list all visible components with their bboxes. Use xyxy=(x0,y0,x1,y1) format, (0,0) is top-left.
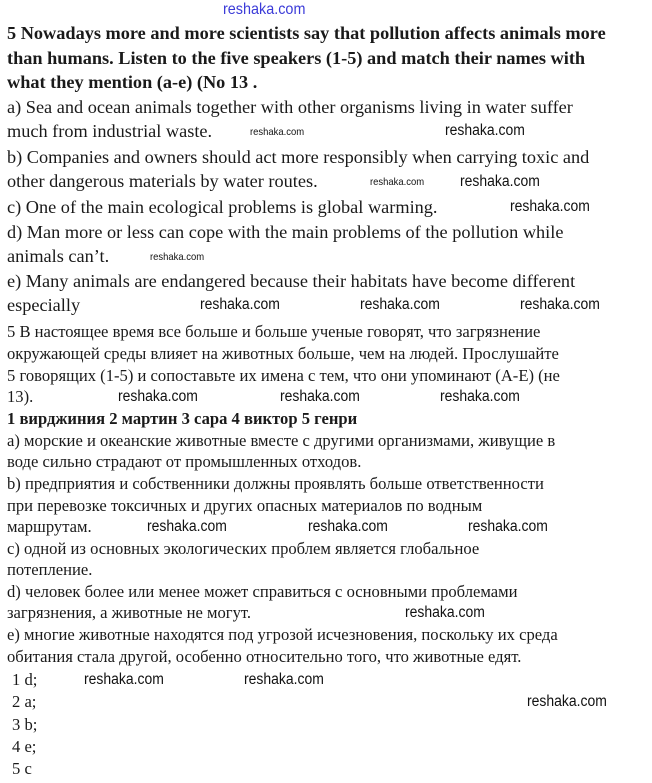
watermark: reshaka.com xyxy=(460,173,540,190)
speaker-names: 1 вирджиния 2 мартин 3 сара 4 виктор 5 генри xyxy=(7,409,358,428)
watermark: reshaka.com xyxy=(118,388,198,405)
answer-item: 5 c xyxy=(12,759,32,778)
watermark: reshaka.com xyxy=(440,388,520,405)
option-ru-d: загрязнения, а животные не могут. xyxy=(7,603,252,622)
task-en-line: than humans. Listen to the five speakers (1-5) and match their names with xyxy=(7,48,586,68)
watermark: reshaka.com xyxy=(84,671,164,688)
answer-item: 4 e; xyxy=(12,737,37,756)
task-ru-line: 5 В настоящее время все больше и больше ученые говорят, что загрязнение xyxy=(7,322,541,341)
watermark: reshaka.com xyxy=(150,251,205,263)
option-en-a: a) Sea and ocean animals together with other organisms living in water suffer xyxy=(7,97,573,117)
watermark: reshaka.com xyxy=(200,296,280,313)
task-en-line: 5 Nowadays more and more scientists say that pollution affects animals more xyxy=(7,23,606,43)
option-ru-d: d) человек более или менее может справиться с основными проблемами xyxy=(7,582,518,601)
option-ru-c: потепление. xyxy=(7,560,93,579)
option-en-e: especially xyxy=(7,295,81,315)
task-en-line: what they mention (a-e) (No 13 . xyxy=(7,72,258,92)
answer-item: 3 b; xyxy=(12,715,38,734)
task-ru-line: окружающей среды влияет на животных больше, чем на людей. Прослушайте xyxy=(7,344,559,363)
watermark: reshaka.com xyxy=(244,671,324,688)
option-ru-b: при перевозке токсичных и других опасных материалов по водным xyxy=(7,496,483,515)
option-ru-c: c) одной из основных экологических проблем является глобальное xyxy=(7,539,480,558)
option-en-a: much from industrial waste. xyxy=(7,121,213,141)
watermark: reshaka.com xyxy=(405,604,485,621)
watermark: reshaka.com xyxy=(280,388,360,405)
option-en-c: c) One of the main ecological problems is global warming. xyxy=(7,197,438,217)
watermark: reshaka.com xyxy=(527,693,607,710)
task-ru-line: 5 говорящих (1-5) и сопоставьте их имена с тем, что они упоминают (А-Е) (не xyxy=(7,366,560,385)
watermark: reshaka.com xyxy=(250,126,305,138)
option-ru-e: e) многие животные находятся под угрозой исчезновения, поскольку их среда xyxy=(7,625,558,644)
option-ru-b: b) предприятия и собственники должны проявлять больше ответственности xyxy=(7,474,544,493)
option-en-b: b) Companies and owners should act more responsibly when carrying toxic and xyxy=(7,147,590,167)
watermark: reshaka.com xyxy=(468,518,548,535)
watermark: reshaka.com xyxy=(510,198,590,215)
watermark: reshaka.com xyxy=(308,518,388,535)
answer-item: 1 d; xyxy=(12,670,38,689)
option-ru-a: a) морские и океанские животные вместе с другими организмами, живущие в xyxy=(7,431,556,450)
watermark: reshaka.com xyxy=(360,296,440,313)
task-ru-line: 13). xyxy=(7,387,34,406)
watermark: reshaka.com xyxy=(370,176,425,188)
watermark: reshaka.com xyxy=(445,122,525,139)
option-ru-e: обитания стала другой, особенно относительно того, что животные едят. xyxy=(7,647,522,666)
watermark: reshaka.com xyxy=(520,296,600,313)
option-ru-a: воде сильно страдают от промышленных отходов. xyxy=(7,452,362,471)
option-en-e: e) Many animals are endangered because their habitats have become different xyxy=(7,271,576,291)
watermark: reshaka.com xyxy=(147,518,227,535)
option-ru-b: маршрутам. xyxy=(7,517,92,536)
option-en-d: d) Man more or less can cope with the main problems of the pollution while xyxy=(7,222,564,242)
watermark-top: reshaka.com xyxy=(223,1,306,18)
option-en-d: animals can’t. xyxy=(7,246,110,266)
option-en-b: other dangerous materials by water routes. xyxy=(7,171,318,191)
answer-item: 2 a; xyxy=(12,692,37,711)
